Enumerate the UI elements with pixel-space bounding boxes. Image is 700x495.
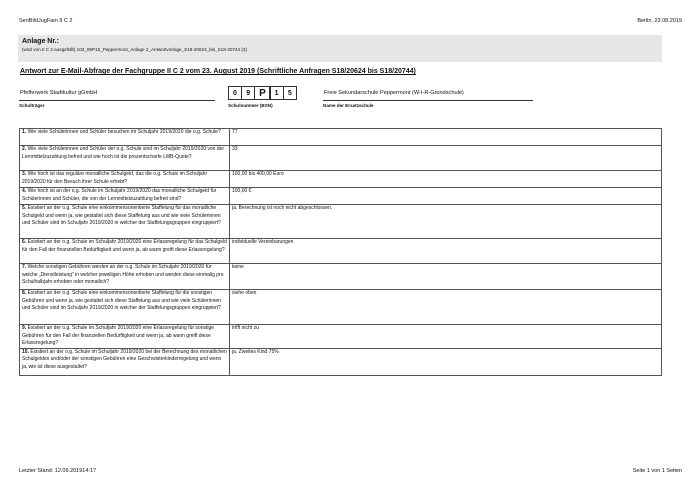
question-text: Wie hoch ist das reguläre monatliche Schulgeld, das die o.g. Schule im Schuljahr 2019/2020 für den Besuch ihrer Schule erhebt? [22, 171, 208, 185]
bsn-label: Schulnummer (BSN) [228, 103, 273, 108]
question-row [20, 129, 662, 146]
question-cell [20, 325, 230, 349]
answer-text: keine [232, 264, 244, 270]
answer-text: ja. Zweites Kind 75% [232, 348, 279, 355]
ersatzschule-label: Name der Ersatzschule [323, 103, 374, 108]
footer-page-count: Seite 1 von 1 Seiten [632, 468, 682, 474]
answer-cell[interactable] [230, 348, 662, 375]
question-row [20, 290, 662, 325]
question-text: Existiert an der o.g. Schule im Schuljahr 2019/2020 eine Erlassregelung für sonstige Gebühren für den Fall der finanziellen Bedürftigkeit und wenn ja, ab wann greift diese Erlassregelung? [22, 325, 215, 347]
question-cell [20, 188, 230, 205]
question-text: Existiert an der o.g. Schule im Schuljahr 2019/2020 eine Erlassregelung für das Schulgeld für den Fall der finanziellen Bedürftigkeit und wenn ja, ab wann greift diese Erlassregelung? [22, 239, 227, 253]
question-cell [20, 290, 230, 325]
answer-text: 33 [232, 146, 238, 152]
answer-text: siehe oben [232, 290, 257, 296]
question-row [20, 239, 662, 264]
answer-cell[interactable] [230, 205, 662, 239]
bsn-digit: 9 [241, 86, 255, 100]
question-row [20, 325, 662, 349]
anlage-subtitle: (wird von II C 2 ausgefüllt) 103_09P15_Peppermont_Anlage 2_Antwortvorlage_S18-20624_bis_S18-20744 (3) [22, 47, 247, 52]
answer-cell[interactable] [230, 239, 662, 264]
question-row [20, 348, 662, 375]
question-number: 1. [22, 129, 27, 135]
bsn-digit: 5 [283, 86, 297, 100]
question-cell [20, 171, 230, 188]
answer-cell[interactable] [230, 264, 662, 290]
question-text: Wie hoch ist an der o.g. Schule im Schuljahr 2019/2020 das monatliche Schulgeld für Schülerinnen und Schüler, die von der Lernmittelzuzahlung befreit sind? [22, 188, 217, 202]
answer-cell[interactable] [230, 146, 662, 171]
answer-text: 77 [232, 129, 238, 135]
ersatzschule-value: Freie Sekundarschule Peppermont (W-I-R-Grundschule) [324, 90, 464, 96]
answer-cell[interactable] [230, 290, 662, 325]
answer-cell[interactable] [230, 188, 662, 205]
question-text: Wie viele Schülerinnen und Schüler besuchen im Schuljahr 2019/2020 die o.g. Schule? [27, 129, 221, 135]
question-cell [20, 146, 230, 171]
answer-text: trifft nicht zu [232, 325, 259, 331]
question-number: 2. [22, 146, 27, 152]
answer-text: 100,00 € [232, 188, 252, 194]
question-text: Existiert an der o.g. Schule eine einkommensorientierte Staffelung für die sonstigen Gebühren und wenn ja, wie gestaltet sich diese Staffelung aus und wie viele Schülerinnen und Schüler sind im Schuljahr 2019/2020 in welcher der Staffelungsgruppen eingruppiert? [22, 290, 221, 312]
answer-cell[interactable] [230, 129, 662, 146]
question-number: 7. [22, 264, 27, 270]
answer-cell[interactable] [230, 325, 662, 349]
question-row [20, 188, 662, 205]
schultraeger-value: Pfefferwerk Stadtkultur gGmbH [20, 90, 98, 96]
question-number: 10. [22, 348, 29, 355]
schultraeger-underline [19, 100, 215, 101]
question-cell [20, 239, 230, 264]
header-date: Berlin, 23.08.2019 [637, 18, 682, 24]
question-number: 4. [22, 188, 27, 194]
question-cell [20, 205, 230, 239]
question-text: Existiert an der o.g. Schule eine einkommensorientierte Staffelung für das monatliche Schulgeld und wenn ja, wie gestaltet sich diese Staffelung aus und wie viele Schülerinnen und Schüler sind im Schuljahr 2019/2020 in welcher der Staffelungsgruppen eingruppiert? [22, 205, 221, 227]
question-number: 3. [22, 171, 27, 177]
question-row [20, 171, 662, 188]
question-number: 9. [22, 325, 27, 331]
question-row [20, 205, 662, 239]
question-row [20, 146, 662, 171]
question-text: Welche sonstigen Gebühren werden an der o.g. Schule im Schuljahr 2019/2020 für welche „Dienstleistung“ in welcher jeweiligen Höhe erhoben und werden diese einmalig pro Schulhalbjahr erhoben oder monatlich? [22, 264, 224, 286]
question-number: 8. [22, 290, 27, 296]
question-number: 5. [22, 205, 27, 211]
question-text: Existiert an der o.g. Schule im Schuljahr 2019/2020 bei der Berechnung des monatlichen Schulgeldes und/oder der sonstigen Gebühren eine Geschwisterkinderregelung und wenn ja, wie ist diese ausgestaltet? [22, 348, 227, 370]
question-row [20, 264, 662, 290]
bsn-digit: 0 [228, 86, 242, 100]
anlage-box [18, 35, 662, 62]
question-cell [20, 264, 230, 290]
bsn-boxes [228, 86, 296, 100]
question-number: 6. [22, 239, 27, 245]
schultraeger-label: Schulträger [19, 103, 45, 108]
answer-text: individuelle Vereinbarungen [232, 239, 294, 245]
ersatzschule-underline [323, 100, 533, 101]
anlage-title: Anlage Nr.: [22, 38, 59, 45]
page-title: Antwort zur E-Mail-Abfrage der Fachgruppe II C 2 vom 23. August 2019 (Schriftliche Anfragen S18/20624 bis S18/20744) [20, 68, 416, 75]
bsn-digit: P [254, 86, 270, 100]
answer-text: ja. Berechnung ist noch nicht abgeschlossen. [232, 205, 333, 211]
question-cell [20, 129, 230, 146]
question-text: Wie viele Schülerinnen und Schüler der o.g. Schule sind im Schuljahr 2019/2020 von der Lernmittelzuzahlung befreit und wie hoch ist die prozentscharfe LMB-Quote? [22, 146, 225, 160]
bsn-digit: 1 [270, 86, 284, 100]
answer-cell[interactable] [230, 171, 662, 188]
header-department: SenBildJugFam II C 2 [19, 18, 73, 24]
questions-table [19, 128, 662, 376]
question-cell [20, 348, 230, 375]
footer-last-updated: Letzter Stand: 12.09.201914:17 [19, 468, 97, 474]
answer-text: 100,00 bis 400,00 Euro [232, 171, 284, 177]
